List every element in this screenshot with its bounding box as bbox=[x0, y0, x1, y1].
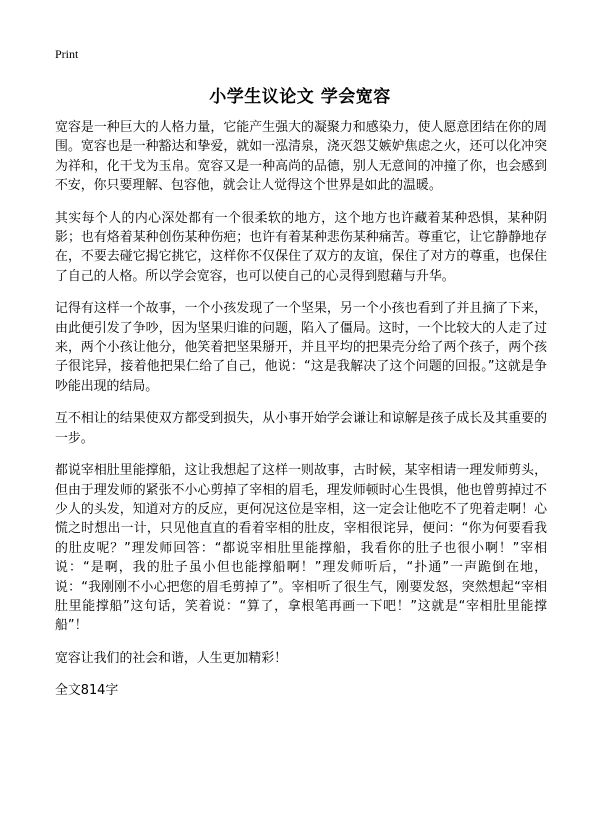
page-title: 小学生议论文 学会宽容 bbox=[209, 87, 391, 107]
paragraph: 互不相让的结果使双方都受到损失，从小事开始学会谦让和谅解是孩子成长及其重要的一步。 bbox=[55, 411, 547, 446]
article-body bbox=[55, 118, 547, 701]
paragraph: 其实每个人的内心深处都有一个很柔软的地方，这个地方也许藏着某种恐惧，某种阴影；也有烙着某种创伤某种伤疤；也许有着某种悲伤某种痛苦。尊重它，让它静静地存在，不要去碰它揭它挑它，这样你不仅保住了双方的友谊，保住了对方的尊重，也保住了自己的人格。所以学会宽容，也可以使自己的心灵得到慰藉与升华。 bbox=[55, 210, 547, 284]
print-link[interactable]: Print bbox=[55, 47, 79, 61]
paragraph: 记得有这样一个故事，一个小孩发现了一个坚果，另一个小孩也看到了并且摘了下来，由此便引发了争吵，因为坚果归谁的问题，陷入了僵局。这时，一个比较大的人走了过来，两个小孩让他分，他笑着把坚果掰开，并且平均的把果壳分给了两个孩子，两个孩子很诧异，接着他把果仁给了自己，他说：“这是我解决了这个问题的回报。”这就是争吵能出现的结局。 bbox=[55, 301, 547, 394]
word-count: 全文814字 bbox=[55, 683, 119, 699]
paragraph: 宽容是一种巨大的人格力量，它能产生强大的凝聚力和感染力，使人愿意团结在你的周围。宽容也是一种豁达和挚爱，就如一泓清泉，浇灭怨艾嫉妒焦虑之火，还可以化冲突为祥和，化干戈为玉帛。宽容又是一种高尚的品德，别人无意间的冲撞了你，也会感到不安，你只要理解、包容他，就会让人觉得这个世界是如此的温暖。 bbox=[55, 120, 547, 194]
paragraph: 宽容让我们的社会和谐，人生更加精彩！ bbox=[55, 650, 288, 666]
paragraph: 都说宰相肚里能撑船，这让我想起了这样一则故事，古时候，某宰相请一理发师剪头，但由于理发师的紧张不小心剪掉了宰相的眉毛，理发师顿时心生畏惧，他也曾剪掉过不少人的头发，知道对方的反应，更何况这位是宰相，这一定会让他吃不了兜着走啊！心慌之时想出一计，只见他直直的看着宰相的肚皮，宰相很诧异，便问：“你为何要看我的肚皮呢？”理发师回答：“都说宰相肚里能撑船，我看你的肚子也很小啊！”宰相说：“是啊，我的肚子虽小但也能撑船啊！”理发师听后，“扑通”一声跪倒在地，说：“我刚刚不小心把您的眉毛剪掉了”。宰相听了很生气，刚要发怒，突然想起“宰相肚里能撑船”这句话，笑着说：“算了，拿根笔再画一下吧！”这就是“宰相肚里能撑船”！ bbox=[55, 463, 547, 634]
